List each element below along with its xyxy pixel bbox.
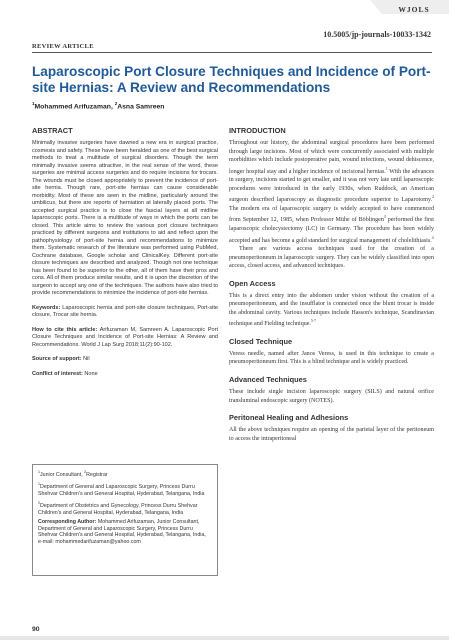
author-roles: $^1$Junior Consultant, $^2$Registrar (38, 470, 108, 478)
introduction-para-1: Throughout our history, the abdominal surgical procedures have been performed through large incisions. Most of which were concurrently associated with multiple morbidities which include postoperative pain, wound infections, wound dehiscence, longer hospital stay and a higher incidence of incisional hernias.$^1$ With the advances in surgery, incisions started to get smaller, and it was not very late until laparoscopic procedures were introduced in the early 1930s, when Ruddock, an American surgeon described laparoscopy as diagnostic procedure superior to Laparotomy.$^2$ The modern era of laparoscopic surgery is widely accepted to have commenced from September 12, 1985, when Professor Mühe of Böblingen$^3$ performed the first laparoscopic cholecystectomy (LC) in Germany. The procedure has been widely accepted and has become a gold standard for surgical management of cholelithiasis.$^4$ (229, 140, 434, 244)
author-2: Asna Samreen (117, 103, 165, 111)
citation-label: How to cite this article: (32, 326, 98, 333)
affiliation-1: $^1$Department of General and Laparoscopic Surgery, Princess Durru Shehvar Children's and General Hospital, Hyderabad, Telangana, India (38, 482, 205, 497)
closed-technique-text: Veress needle, named after Janos Veress, is used in this technique to create a pneumoperitoneum first. This is a blind technique and is widely practiced. (229, 350, 434, 366)
peritoneal-healing-heading: Peritoneal Healing and Adhesions (229, 413, 349, 423)
keywords (32, 305, 218, 320)
affiliation-2: $^2$Department of Obstetrics and Gynecology, Princess Durru Shehvar Children's and General Hospital, Hyderabad, Telangana, India (38, 501, 198, 516)
citation (32, 327, 218, 350)
article-title: Laparoscopic Port Closure Techniques and Incidence of Port-site Hernias: A Review and Recommendations (32, 64, 431, 95)
page-number: 90 (32, 626, 40, 633)
corresponding-author: Corresponding Author: Mohammed Arifuzaman, Junior Consultant, Department of General and Laparoscopic Surgery, Princess Durru Shehvar Children's and General Hospital, Hyderabad, Telangana, India, e-mail: mohammedarifuzaman@yahoo.com (38, 519, 206, 546)
introduction-heading: INTRODUCTION (229, 126, 286, 135)
citation-text: Arifuzaman M, Samreen A. Laparoscopic Port Closure Techniques and Incidence of Port-site Hernias: A Review and Recommendations. World J Lap Surg 2018;11(2):90-102. (32, 326, 218, 348)
abstract-heading: ABSTRACT (32, 126, 73, 135)
introduction-para-2: There are various access techniques used for the creation of a pneumoperitoneum in laparoscopic surgery. They can be widely classified into open access, closed access, and advanced techniques. (229, 246, 434, 270)
affiliations-box (32, 464, 218, 576)
right-column (229, 126, 434, 443)
journal-tag: WJOLS (398, 5, 430, 14)
conflict-value: None (84, 370, 98, 377)
conflict-of-interest (32, 371, 218, 379)
left-column (32, 126, 218, 378)
article-type: REVIEW ARTICLE (32, 43, 94, 50)
peritoneal-healing-text: All the above techniques require an opening of the parietal layer of the peritoneum to access the intraperitoneal (229, 427, 434, 442)
author-1: Mohammed Arifuzaman (34, 103, 111, 111)
support-value: Nil (83, 356, 90, 362)
advanced-techniques-heading: Advanced Techniques (229, 375, 307, 385)
page-header-band (0, 0, 449, 14)
header-rule (32, 52, 432, 53)
conflict-label: Conflict of interest: (32, 370, 83, 377)
header-decoration (0, 0, 449, 18)
source-of-support (32, 356, 218, 364)
keywords-text: Laparoscopic hernia and port-site closure techniques, Port-site closure, Trocar site hernia. (32, 304, 219, 318)
open-access-text: This is a direct entry into the abdomen under vision without the creation of a pneumoperitoneum, and the insufflator is connected once the blunt trocar is inside the abdominal cavity. Various techniques include Hasson's technique, Scandinavian technique and Fielding technique.$^{5-7}$ (229, 292, 434, 328)
keywords-label: Keywords: (32, 304, 61, 311)
closed-technique-heading: Closed Technique (229, 336, 293, 346)
doi: 10.5005/jp-journals-10033-1342 (323, 30, 431, 39)
author-1-sup: 1 (32, 101, 35, 106)
footer-band (0, 636, 449, 640)
advanced-techniques-text: These include single incision laparoscopic surgery (SILS) and natural orifice transluminal endoscopic surgery (NOTES). (229, 389, 434, 404)
author-2-sup: 2 (114, 101, 118, 106)
open-access-heading: Open Access (229, 278, 276, 288)
abstract-text: Minimally invasive surgeries have dawned a new era in surgical practice, cosmesis and safety. These have been heralded as one of the best surgical methods to treat a multitude of surgical disorders. Though the term minimally invasive seems attractive, in the real sense of the word, these surgeries are minimal access surgeries and do require incisions for trocars. The wounds must be closed appropriately to prevent the incidence of port-site hernia. Though rare, port-site hernias can cause considerable morbidity. Most of these are seen in the midline, particularly around the umbilicus, but there are reports of herniation at laterally placed ports. The accepted surgical practice is to close the fascial layers at all midline laparoscopic ports. There is a multitude of ways in which the ports can be closed. This article aims to review the various port closure techniques practiced by different surgeons and institutions to aid and reflect upon the pathophysiology of port-site hernia and recommendations to minimize them. Systematic research of the literature was performed using PubMed, Cochrane database, Google scholar and ClinicalKey. Different port-site closure techniques are described and analyzed. Though not one technique has been found to be superior to the other, all of them have their pros and cons. All of them produce similar results, and it is upon the discretion of the surgeon to accept any one of the techniques. The authors have also tried to provide recommendations to minimize the incidence of port-site hernias. (32, 140, 218, 296)
support-label: Source of support: (32, 356, 82, 362)
author-line: $^1$Mohammed Arifuzaman, $^2$Asna Samreen (32, 101, 165, 111)
